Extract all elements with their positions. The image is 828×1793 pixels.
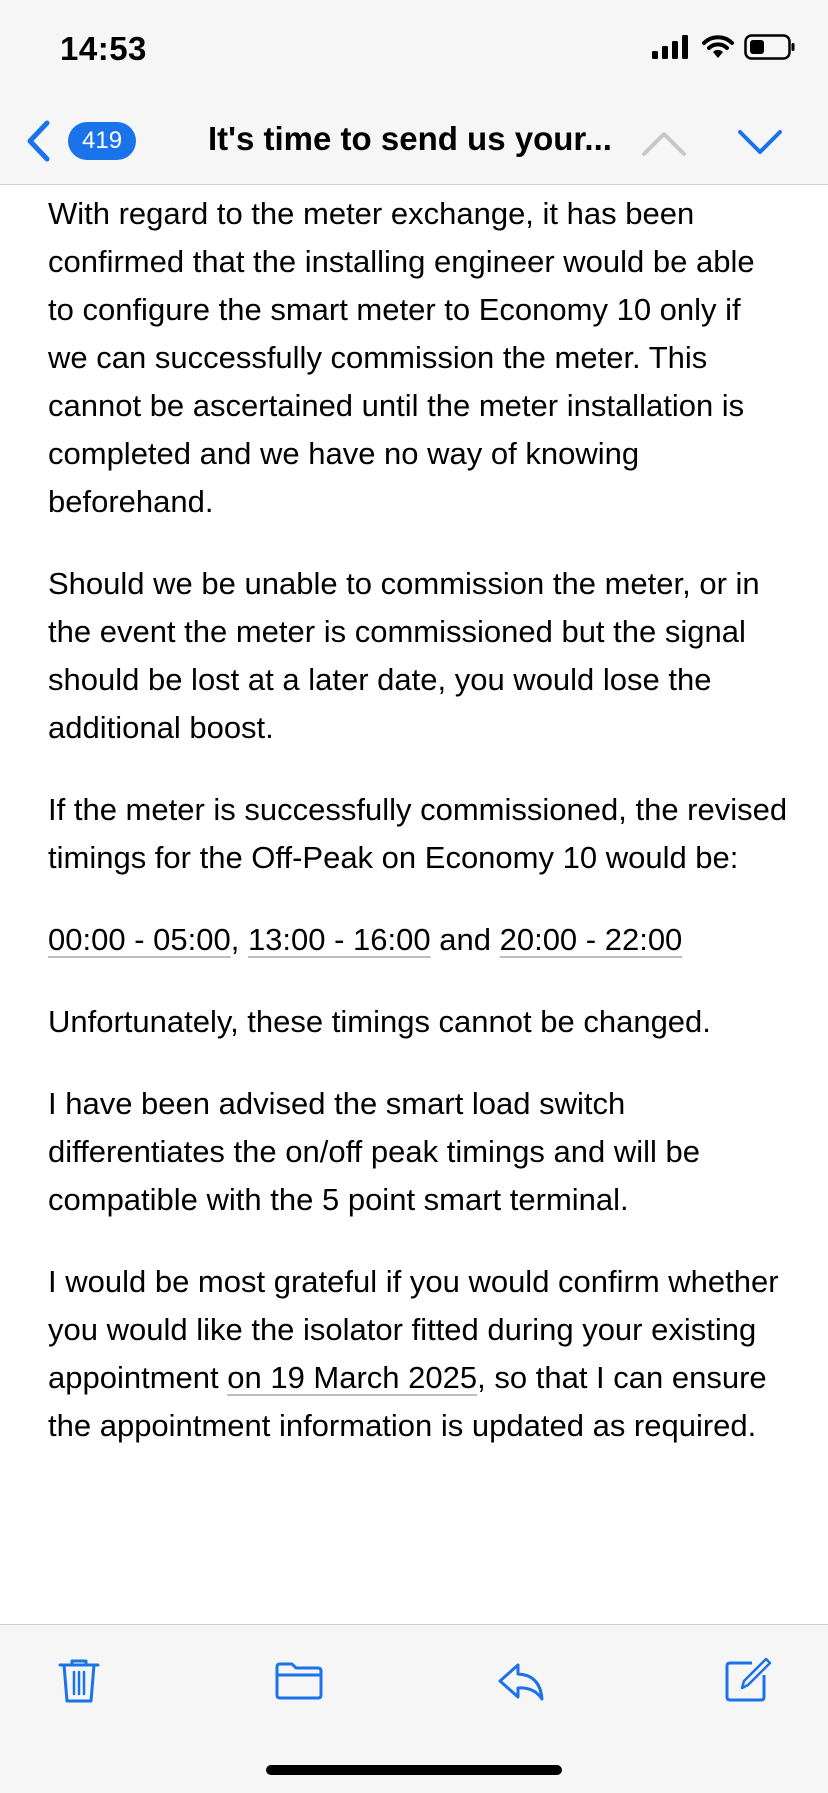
timing-link-2[interactable]: 13:00 - 16:00 [247,922,431,957]
timing-separator: and [430,922,500,957]
unread-count-badge[interactable]: 419 [68,122,136,160]
message-paragraph: Unfortunately, these timings cannot be changed. [48,1004,711,1039]
message-paragraph [48,1258,788,1450]
timing-link-1[interactable]: 00:00 - 05:00 [48,922,231,957]
message-paragraph: I have been advised the smart load switch differentiates the on/off peak timings and will be compatible with the 5 point smart terminal. [48,1086,700,1217]
message-body [48,190,788,1484]
message-paragraph: With regard to the meter exchange, it has been confirmed that the installing engineer would be able to configure the smart meter to Economy 10 only if we can successfully commission the meter. This cannot be ascertained until the meter installation is completed and we have no way of knowing beforehand. [48,196,755,519]
trash-icon[interactable] [54,1655,104,1705]
timing-separator: , [230,922,248,957]
message-paragraph: Should we be unable to commission the meter, or in the event the meter is commissioned but the signal should be lost at a later date, you would lose the additional boost. [48,566,760,745]
compose-icon[interactable] [722,1655,772,1705]
message-text: I would be most grateful if you would confirm whether you would like the isolator fitted during your existing appointment [48,1264,779,1395]
home-indicator[interactable] [266,1765,562,1775]
reply-icon[interactable] [496,1655,546,1705]
message-paragraph: If the meter is successfully commissioned, the revised timings for the Off-Peak on Economy 10 would be: [48,792,788,875]
battery-icon [744,34,796,60]
timing-link-3[interactable]: 20:00 - 22:00 [499,922,683,957]
status-time: 14:53 [60,30,147,67]
status-bar [0,0,828,100]
timings-paragraph [48,916,788,964]
back-chevron-icon[interactable] [22,118,54,164]
cellular-signal-icon [652,35,692,59]
wifi-icon [702,35,734,59]
message-subject-title: It's time to send us your... [208,120,612,157]
status-icons [652,34,796,60]
next-message-chevron-icon[interactable] [736,122,784,162]
message-text: , so that I can ensure the appointment information is updated as required. [48,1360,767,1443]
date-link[interactable]: on 19 March 2025 [227,1360,478,1395]
previous-message-chevron-icon[interactable] [640,122,688,162]
folder-icon[interactable] [274,1655,324,1705]
nav-bar [0,100,828,185]
